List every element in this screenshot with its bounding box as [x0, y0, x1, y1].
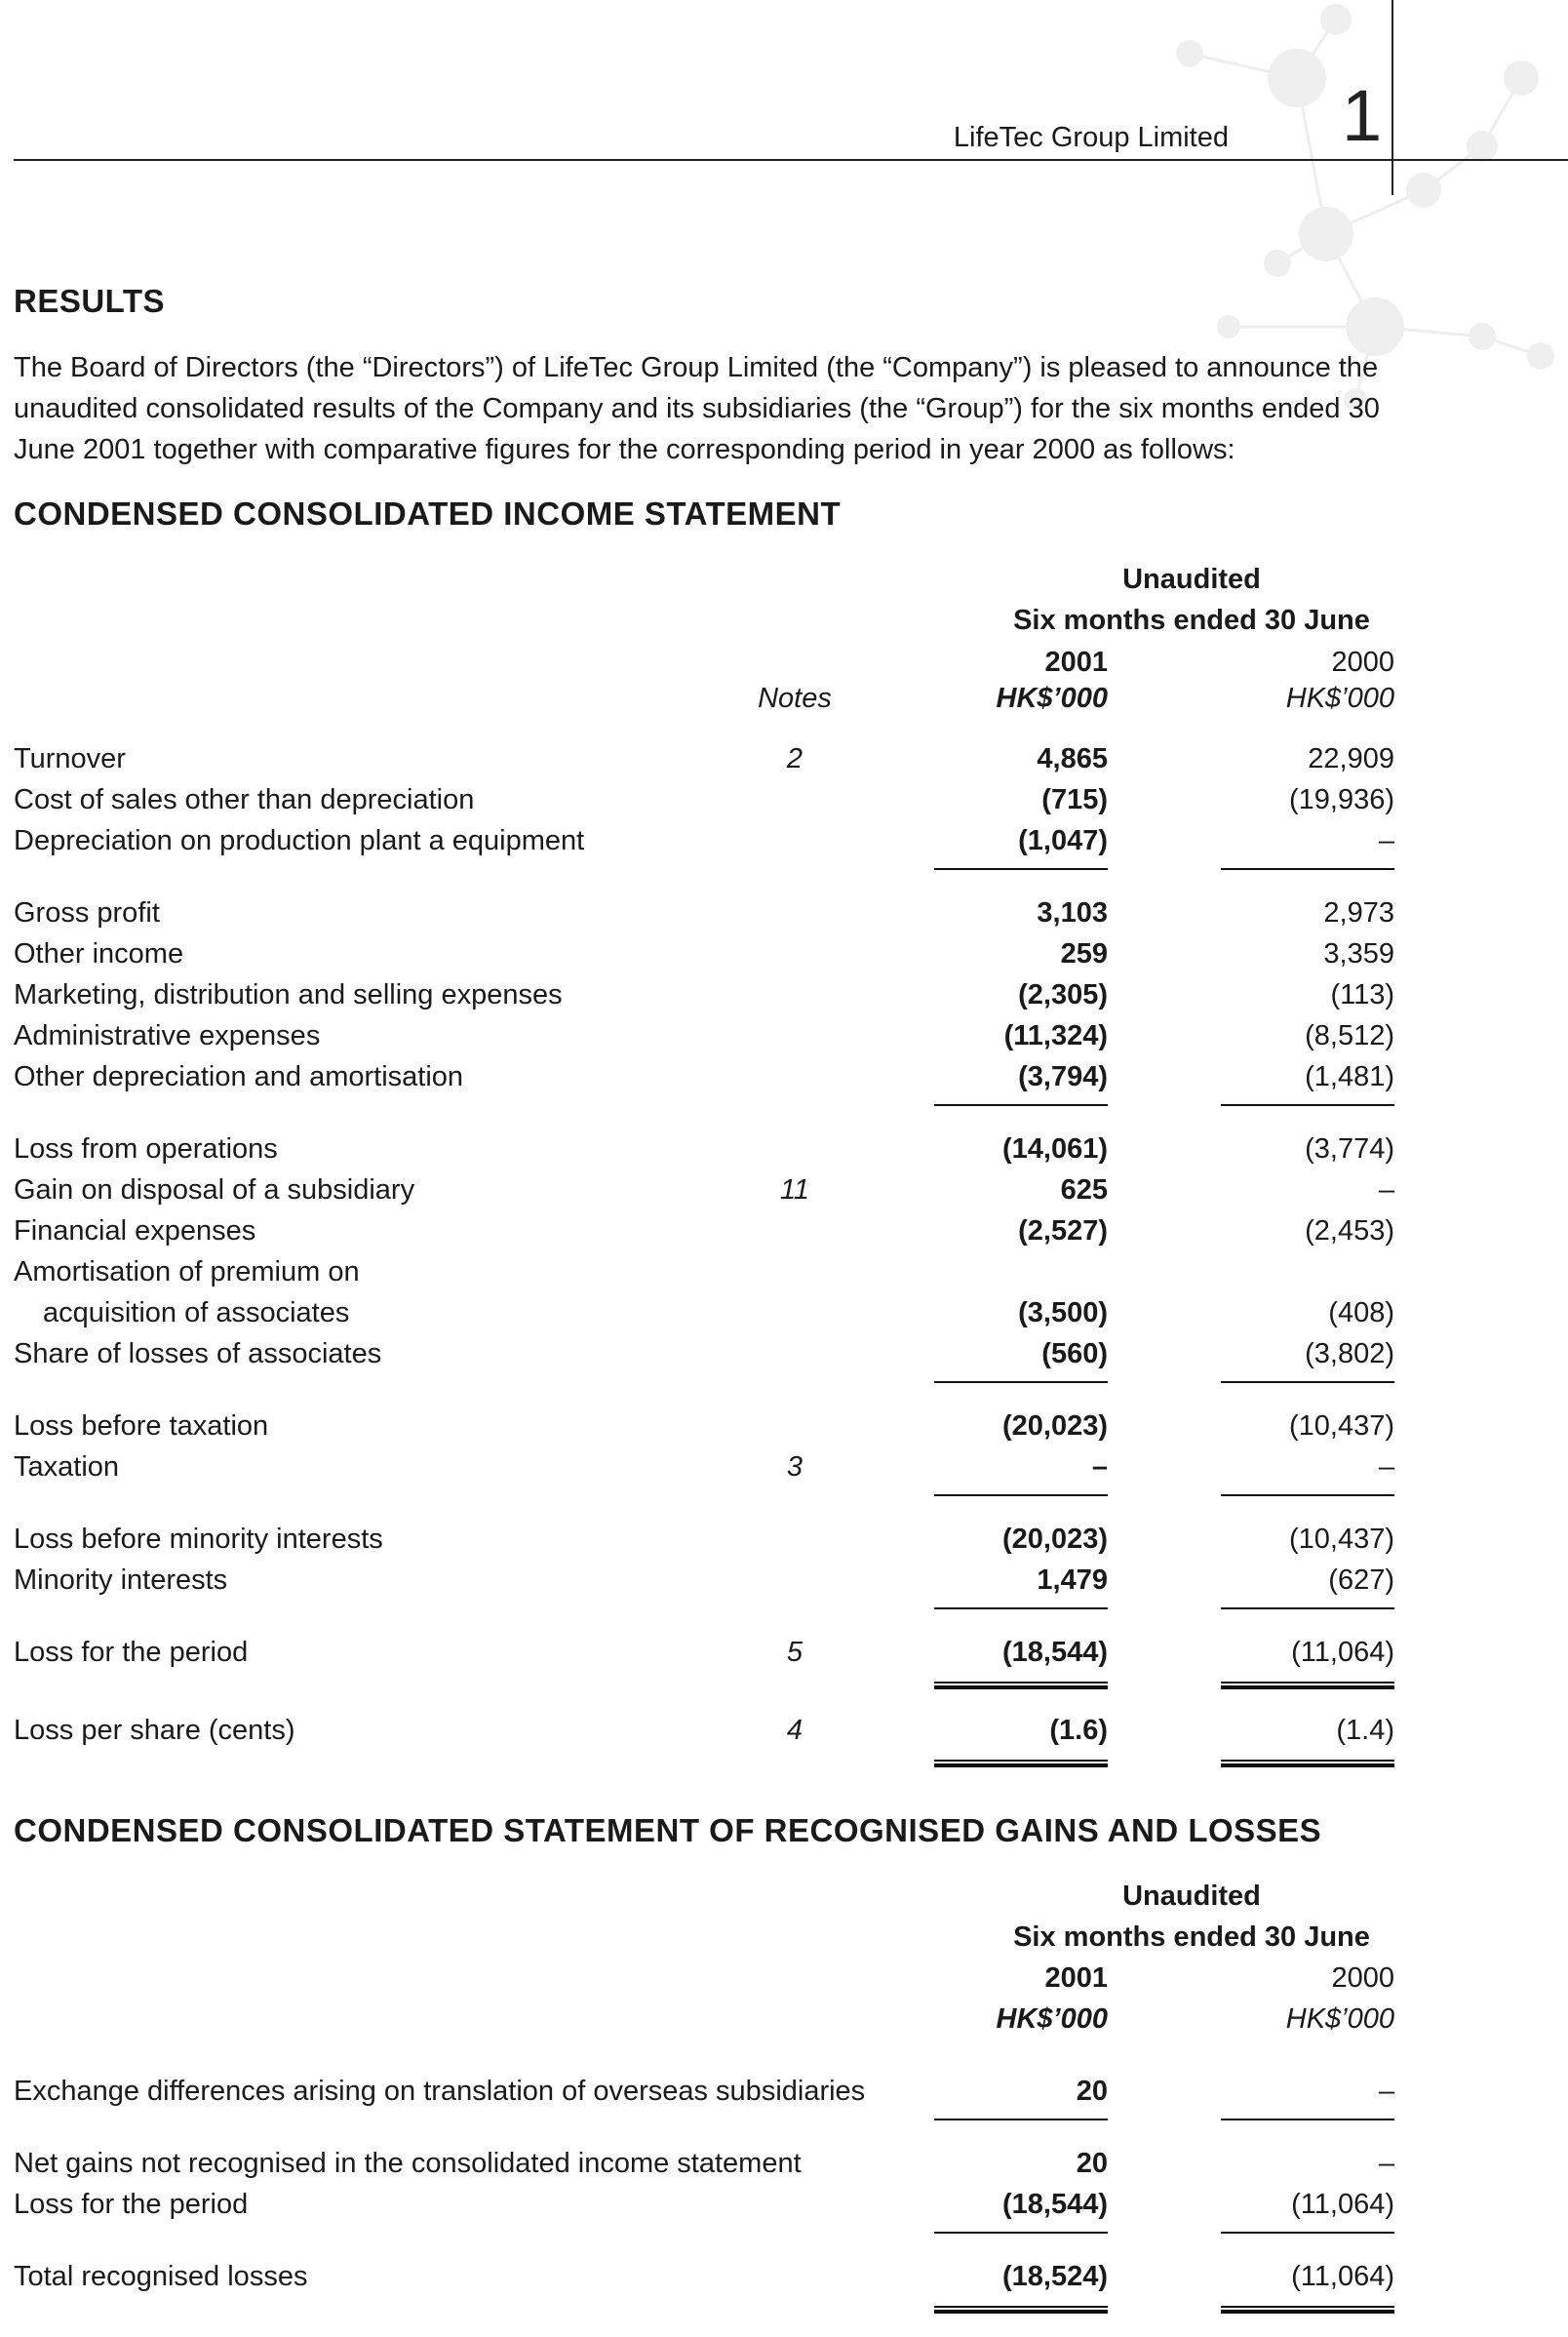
row-label: Loss before minority interests	[14, 1524, 383, 1555]
row-label: Amortisation of premium on	[14, 1256, 360, 1287]
value-2000: (19,936)	[1288, 784, 1394, 815]
row-label: Loss from operations	[14, 1133, 278, 1165]
unit-2001-header: HK$’000	[996, 683, 1108, 714]
double-underline	[934, 2306, 1108, 2314]
value-2001: 625	[1060, 1174, 1108, 1206]
subtotal-rule	[934, 1104, 1108, 1106]
year-2000-header: 2000	[1331, 1962, 1394, 1994]
value-2001: (560)	[1041, 1338, 1108, 1369]
value-2001: (20,023)	[1001, 1524, 1108, 1555]
value-2001: (18,544)	[1001, 2189, 1108, 2220]
subtotal-rule	[1221, 1494, 1394, 1496]
row-label: Loss for the period	[14, 1637, 249, 1668]
row-label: Marketing, distribution and selling expenses	[14, 979, 563, 1010]
value-2001: (20,023)	[1001, 1410, 1108, 1442]
subtotal-rule	[934, 2232, 1108, 2234]
value-2001: (14,061)	[1001, 1133, 1108, 1165]
value-2000: (8,512)	[1305, 1020, 1394, 1051]
intro-line: June 2001 together with comparative figures for the corresponding period in year 2000 as follows:	[14, 434, 1235, 465]
row-note: 3	[786, 1451, 804, 1483]
value-2001: (2,305)	[1018, 979, 1108, 1010]
notes-header: Notes	[758, 683, 832, 714]
value-2000: (1,481)	[1305, 1061, 1394, 1092]
value-2001: (11,324)	[1003, 1020, 1108, 1051]
gains-losses-title: CONDENSED CONSOLIDATED STATEMENT OF RECOGNISED GAINS AND LOSSES	[14, 1812, 1322, 1848]
subtotal-rule	[934, 868, 1108, 870]
value-2001: (3,794)	[1018, 1061, 1108, 1092]
row-label: Loss per share (cents)	[14, 1715, 295, 1746]
period-header: Six months ended 30 June	[1013, 605, 1370, 636]
row-label: Administrative expenses	[14, 1020, 321, 1051]
value-2001: (1,047)	[1018, 825, 1108, 856]
value-2000: (113)	[1330, 979, 1394, 1010]
value-2001: 20	[1076, 2148, 1108, 2179]
subtotal-rule	[1221, 1104, 1394, 1106]
double-underline	[1221, 1682, 1394, 1689]
value-2001: 20	[1076, 2076, 1108, 2107]
double-underline	[1221, 1760, 1394, 1767]
row-note: 11	[779, 1174, 810, 1206]
results-title: RESULTS	[14, 283, 166, 319]
year-2001-header: 2001	[1044, 647, 1108, 678]
value-2001: 3,103	[1037, 897, 1108, 929]
value-2000: 2,973	[1323, 897, 1394, 929]
year-2000-header: 2000	[1331, 647, 1394, 678]
unit-2001-header: HK$’000	[996, 2003, 1108, 2035]
subtotal-rule	[934, 1607, 1108, 1609]
value-2001: (18,524)	[1001, 2261, 1108, 2292]
value-2000: (11,064)	[1291, 2189, 1394, 2220]
value-2001: (3,500)	[1018, 1297, 1108, 1328]
value-2001: 259	[1060, 938, 1108, 970]
subtotal-rule	[934, 2119, 1108, 2120]
value-2000: (2,453)	[1305, 1215, 1394, 1247]
company-name: LifeTec Group Limited	[953, 122, 1229, 153]
value-2000: 22,909	[1308, 743, 1394, 774]
row-label: Loss for the period	[14, 2189, 249, 2220]
value-2000: –	[1378, 1451, 1394, 1483]
value-2000: (11,064)	[1291, 1637, 1394, 1668]
row-label: Turnover	[14, 743, 126, 774]
double-underline	[1221, 2306, 1394, 2314]
unit-2000-header: HK$’000	[1285, 2003, 1394, 2035]
subtotal-rule	[1221, 1381, 1394, 1383]
value-2000: (408)	[1328, 1297, 1394, 1328]
subtotal-rule	[1221, 1607, 1394, 1609]
molecule-decoration	[1151, 0, 1568, 410]
value-2001: 4,865	[1037, 743, 1108, 774]
value-2000: 3,359	[1323, 938, 1394, 970]
page-number: 1	[1342, 75, 1383, 156]
row-label: Financial expenses	[14, 1215, 256, 1247]
header-rule	[14, 159, 1568, 161]
subtotal-rule	[1221, 2232, 1394, 2234]
value-2000: (11,064)	[1291, 2261, 1394, 2292]
income-statement-title: CONDENSED CONSOLIDATED INCOME STATEMENT	[14, 495, 842, 532]
subtotal-rule	[934, 1494, 1108, 1496]
value-2001: (2,527)	[1018, 1215, 1108, 1247]
value-2000: (627)	[1328, 1565, 1394, 1596]
row-label: Net gains not recognised in the consolidated income statement	[14, 2148, 802, 2179]
value-2000: (3,774)	[1305, 1133, 1394, 1165]
row-label: Other income	[14, 938, 184, 970]
value-2001: (18,544)	[1001, 1637, 1108, 1668]
row-label: Loss before taxation	[14, 1410, 269, 1442]
unit-2000-header: HK$’000	[1285, 683, 1394, 714]
row-label: Cost of sales other than depreciation	[14, 784, 475, 815]
year-2001-header: 2001	[1044, 1962, 1108, 1994]
double-underline	[934, 1760, 1108, 1767]
subtotal-rule	[1221, 2119, 1394, 2120]
value-2000: (10,437)	[1288, 1524, 1394, 1555]
row-label: Taxation	[14, 1451, 120, 1483]
row-note: 4	[786, 1715, 804, 1746]
row-label: Exchange differences arising on translation of overseas subsidiaries	[14, 2076, 866, 2107]
value-2001: (1.6)	[1049, 1715, 1108, 1746]
row-label: acquisition of associates	[43, 1297, 350, 1328]
row-label: Depreciation on production plant a equipment	[14, 825, 585, 856]
period-header: Six months ended 30 June	[1013, 1921, 1370, 1953]
audit-header: Unaudited	[1122, 1881, 1261, 1912]
row-label: Other depreciation and amortisation	[14, 1061, 464, 1092]
value-2001: –	[1091, 1451, 1108, 1483]
value-2000: (1.4)	[1336, 1715, 1394, 1746]
row-label: Gross profit	[14, 897, 160, 929]
row-label: Share of losses of associates	[14, 1338, 382, 1369]
row-label: Gain on disposal of a subsidiary	[14, 1174, 415, 1206]
intro-line: The Board of Directors (the “Directors”) of LifeTec Group Limited (the “Company”) is pleased to announce the	[14, 352, 1379, 383]
row-label: Total recognised losses	[14, 2261, 308, 2292]
value-2001: (715)	[1041, 784, 1108, 815]
value-2000: –	[1378, 825, 1394, 856]
subtotal-rule	[1221, 868, 1394, 870]
value-2000: –	[1378, 2148, 1394, 2179]
audit-header: Unaudited	[1122, 564, 1261, 595]
value-2000: –	[1378, 2076, 1394, 2107]
double-underline	[934, 1682, 1108, 1689]
value-2000: (3,802)	[1305, 1338, 1394, 1369]
intro-line: unaudited consolidated results of the Company and its subsidiaries (the “Group”) for the six months ended 30	[14, 393, 1380, 424]
row-note: 5	[786, 1637, 804, 1668]
row-note: 2	[786, 743, 804, 774]
value-2001: 1,479	[1037, 1565, 1108, 1596]
value-2000: –	[1378, 1174, 1394, 1206]
header-vertical-rule	[1392, 0, 1393, 195]
row-label: Minority interests	[14, 1565, 228, 1596]
subtotal-rule	[934, 1381, 1108, 1383]
value-2000: (10,437)	[1288, 1410, 1394, 1442]
